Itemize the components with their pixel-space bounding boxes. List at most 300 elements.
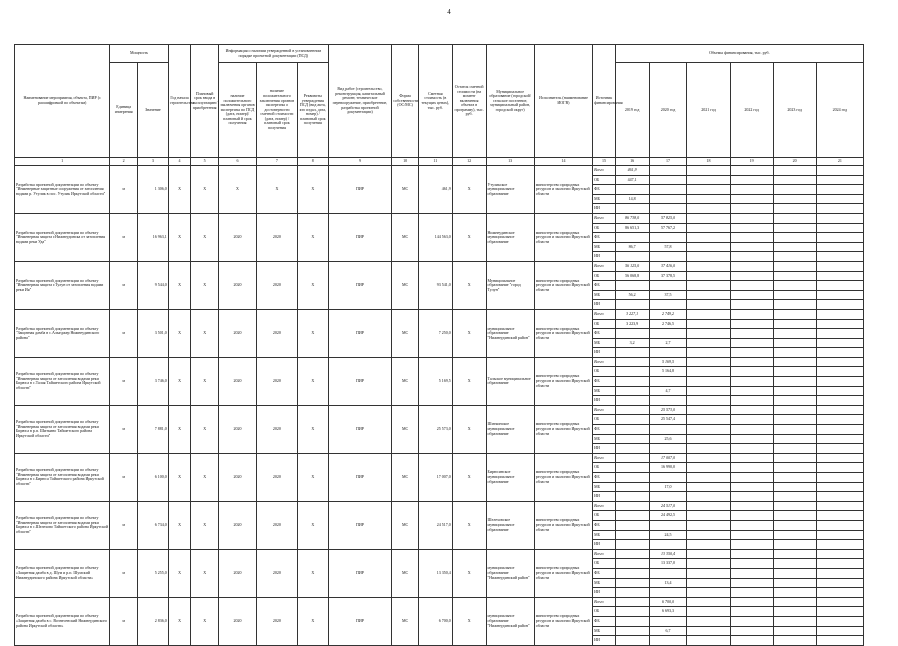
column-number: 17 [649,158,687,166]
financing-empty [687,530,730,540]
financing-empty [816,540,863,550]
funding-source-label: Всего [593,501,616,511]
financing-empty [816,367,863,377]
financing-empty [816,357,863,367]
financing-empty [773,242,816,252]
financing-y2020 [649,185,687,195]
financing-y2020 [649,540,687,550]
financing-empty [773,415,816,425]
financing-empty [773,636,816,646]
column-number: 15 [593,158,616,166]
financing-y2019 [615,233,649,243]
executor-cell: министерство природных ресурсов и экологии Иркутской области [534,309,592,357]
unit-cell: м [110,166,138,214]
financing-y2019 [615,434,649,444]
conclusion-cell: 2020 [218,501,256,549]
financing-y2019 [615,540,649,550]
municipality-cell: Утуликское муниципальное образование [486,166,534,214]
header-financing: Объемы финансирования, тыс. руб. [615,45,863,63]
year-start-cell: X [168,501,191,549]
financing-empty [730,530,773,540]
year-commission-cell: X [191,453,219,501]
financing-y2020 [649,252,687,262]
financing-empty [730,636,773,646]
header-year-2020: 2020 год [649,63,687,158]
municipality-cell: Тальское муниципальное образование [486,357,534,405]
financing-empty [730,588,773,598]
work-type-cell: ПИР [328,597,392,645]
financing-empty [816,434,863,444]
financing-empty [730,492,773,502]
financing-empty [773,233,816,243]
capacity-value: 2 836,0 [138,597,169,645]
financing-empty [816,607,863,617]
financing-y2020: 17,0 [649,482,687,492]
financing-empty [687,549,730,559]
executor-cell: министерство природных ресурсов и экологии Иркутской области [534,405,592,453]
financing-empty [730,309,773,319]
financing-empty [773,357,816,367]
funding-source-label: ОБ [593,319,616,329]
cost-conclusion-cell: 2020 [256,501,297,549]
financing-y2020 [649,425,687,435]
financing-empty [816,377,863,387]
financing-empty [687,540,730,550]
funding-source-label: ФБ [593,185,616,195]
financing-empty [730,242,773,252]
financing-empty [730,261,773,271]
funding-source-label: ИИ [593,588,616,598]
financing-empty [687,444,730,454]
column-numbers-row [15,158,864,166]
funding-source-label: ИИ [593,492,616,502]
estimated-cost-cell: 7 250,0 [418,309,452,357]
financing-empty [816,396,863,406]
financing-y2019 [615,185,649,195]
capacity-value: 1 306,0 [138,166,169,214]
financing-empty [730,578,773,588]
financing-empty [773,405,816,415]
financing-empty [773,626,816,636]
unit-cell: м [110,309,138,357]
funding-source-label: ОБ [593,463,616,473]
financing-empty [773,271,816,281]
work-type-cell: ПИР [328,549,392,597]
financing-y2020 [649,396,687,406]
financing-empty [816,626,863,636]
financing-y2020: 17 007,0 [649,453,687,463]
financing-y2019 [615,386,649,396]
financing-empty [773,348,816,358]
approval-cell: X [297,261,328,309]
table-body [15,166,864,646]
financing-empty [773,520,816,530]
funding-source-label: Всего [593,166,616,176]
financing-y2019 [615,607,649,617]
financing-empty [730,300,773,310]
financing-y2019 [615,626,649,636]
financing-empty [687,290,730,300]
funding-source-label: ИИ [593,348,616,358]
funding-source-label: МБ [593,626,616,636]
header-positive-conclusion: наличие положительного заключения органов экспертизы по ПСД (дата, номер)/плановый й срок получения [218,63,256,158]
financing-empty [687,386,730,396]
funding-source-label: Всего [593,597,616,607]
conclusion-cell: 2020 [218,549,256,597]
financing-empty [730,482,773,492]
funding-source-label: ОБ [593,607,616,617]
financing-empty [816,511,863,521]
table-row [15,501,864,511]
year-start-cell: X [168,357,191,405]
funding-source-label: МБ [593,482,616,492]
financing-empty [773,261,816,271]
executor-cell: министерство природных ресурсов и экологии Иркутской области [534,453,592,501]
financing-empty [773,377,816,387]
funding-source-label: ИИ [593,540,616,550]
financing-empty [730,271,773,281]
object-name: Разработка проектной документации по объекту "Инженерная защита от затопления водами реки Бирюса в с.Талая Тайшетского района Иркутской области" [15,357,110,405]
municipality-cell: Шиткинское муниципальное образование [486,405,534,453]
capacity-value: 3 746,0 [138,357,169,405]
financing-empty [687,223,730,233]
funding-source-label: МБ [593,386,616,396]
financing-empty [816,271,863,281]
funding-source-label: МБ [593,194,616,204]
financing-empty [730,501,773,511]
remaining-cost-cell: X [452,213,486,261]
financing-empty [816,290,863,300]
financing-empty [687,252,730,262]
financing-empty [816,242,863,252]
estimated-cost-cell: 13 350,4 [418,549,452,597]
conclusion-cell: 2020 [218,453,256,501]
work-type-cell: ПИР [328,309,392,357]
financing-empty [730,425,773,435]
column-number: 16 [615,158,649,166]
funding-source-label: Всего [593,261,616,271]
financing-y2020 [649,194,687,204]
table-row [15,213,864,223]
financing-y2019 [615,473,649,483]
financing-empty [687,233,730,243]
funding-source-label: ИИ [593,396,616,406]
table-row [15,166,864,176]
header-cost-conclusion: наличие положительного заключения органов экспертизы о достоверности сметной стоимости (дата, номер) / плановый срок получения [256,63,297,158]
financing-empty [773,396,816,406]
ownership-cell: МС [392,261,419,309]
financing-y2019 [615,616,649,626]
financing-y2020 [649,492,687,502]
approval-cell: X [297,166,328,214]
executor-cell: министерство природных ресурсов и экологии Иркутской области [534,549,592,597]
financing-empty [816,319,863,329]
work-type-cell: ПИР [328,166,392,214]
financing-empty [687,568,730,578]
municipality-cell: Муниципальное образование "город Тулун" [486,261,534,309]
work-type-cell: ПИР [328,213,392,261]
executor-cell: министерство природных ресурсов и экологии Иркутской области [534,213,592,261]
financing-empty [687,213,730,223]
remaining-cost-cell: X [452,501,486,549]
financing-empty [816,482,863,492]
financing-empty [687,348,730,358]
financing-y2019: 56,2 [615,290,649,300]
financing-empty [730,559,773,569]
financing-empty [730,434,773,444]
financing-empty [687,607,730,617]
ownership-cell: МС [392,405,419,453]
financing-empty [773,425,816,435]
year-start-cell: X [168,261,191,309]
funding-source-label: Всего [593,405,616,415]
financing-y2020 [649,444,687,454]
financing-empty [687,242,730,252]
financing-empty [816,223,863,233]
funding-source-label: Всего [593,357,616,367]
column-number: 3 [138,158,169,166]
financing-empty [730,626,773,636]
table-row [15,597,864,607]
estimated-cost-cell: 144 563,0 [418,213,452,261]
funding-source-label: ФБ [593,329,616,339]
financing-empty [687,261,730,271]
financing-y2019 [615,530,649,540]
financing-y2019 [615,568,649,578]
financing-y2019 [615,300,649,310]
financing-empty [687,616,730,626]
work-type-cell: ПИР [328,453,392,501]
column-number: 13 [486,158,534,166]
financing-empty [773,597,816,607]
column-number: 8 [297,158,328,166]
financing-empty [816,463,863,473]
ownership-cell: МС [392,549,419,597]
funding-source-label: Всего [593,213,616,223]
capacity-value: 3 501,0 [138,309,169,357]
funding-source-label: ОБ [593,223,616,233]
conclusion-cell: 2020 [218,597,256,645]
header-funding-source: Источник финансирования [593,45,616,158]
financing-y2020 [649,300,687,310]
financing-y2020: 2,7 [649,338,687,348]
financing-empty [816,252,863,262]
column-number: 9 [328,158,392,166]
financing-empty [687,578,730,588]
financing-y2020: 16 990,0 [649,463,687,473]
financing-empty [730,213,773,223]
municipality-cell: муниципальное образование "Нижнеудинский район" [486,597,534,645]
object-name: Разработка проектной документации по объекту «Защитная дамба в с. Вознесенский Нижнеудинского района Иркутской области» [15,597,110,645]
funding-source-label: ОБ [593,175,616,185]
financing-empty [730,204,773,214]
financing-empty [773,252,816,262]
financing-empty [687,453,730,463]
financing-y2020: 5 169,5 [649,357,687,367]
header-year-2021: 2021 год [687,63,730,158]
municipality-cell: муниципальное образование "Нижнеудинский район" [486,549,534,597]
year-commission-cell: X [191,213,219,261]
remaining-cost-cell: X [452,357,486,405]
conclusion-cell: 2020 [218,357,256,405]
financing-empty [687,194,730,204]
financing-empty [773,204,816,214]
column-number: 11 [418,158,452,166]
financing-empty [687,588,730,598]
remaining-cost-cell: X [452,549,486,597]
financing-empty [773,338,816,348]
header-ownership: Форма собственности (ОС/МС) [392,45,419,158]
column-number: 20 [773,158,816,166]
financing-empty [730,175,773,185]
ownership-cell: МС [392,213,419,261]
header-remaining-cost: Остаток сметной стоимости (на момент включения объекта в программу), тыс. руб. [452,45,486,158]
financing-empty [816,616,863,626]
year-start-cell: X [168,453,191,501]
funding-source-label: ОБ [593,271,616,281]
financing-empty [816,559,863,569]
financing-empty [816,300,863,310]
executor-cell: министерство природных ресурсов и экологии Иркутской области [534,357,592,405]
year-start-cell: X [168,597,191,645]
financing-y2019 [615,549,649,559]
table-header [15,45,864,166]
funding-source-label: ФБ [593,377,616,387]
estimated-cost-cell: 461,9 [418,166,452,214]
financing-y2020 [649,348,687,358]
financing-empty [773,281,816,291]
financing-empty [816,204,863,214]
estimated-cost-cell: 6 700,0 [418,597,452,645]
financing-y2019 [615,204,649,214]
financing-empty [687,377,730,387]
funding-source-label: ОБ [593,511,616,521]
financing-empty [816,597,863,607]
funding-source-label: ИИ [593,636,616,646]
financing-empty [730,540,773,550]
financing-y2020: 4,7 [649,386,687,396]
financing-empty [816,520,863,530]
column-number: 12 [452,158,486,166]
financing-empty [773,290,816,300]
column-number: 21 [816,158,863,166]
table-row [15,405,864,415]
financing-y2019 [615,444,649,454]
approval-cell: X [297,213,328,261]
financing-empty [730,597,773,607]
financing-y2020: 13 350,4 [649,549,687,559]
financing-empty [730,252,773,262]
financing-empty [816,588,863,598]
financing-empty [730,377,773,387]
year-commission-cell: X [191,357,219,405]
municipality-cell: Нижнеудинское муниципальное образование [486,213,534,261]
financing-empty [687,492,730,502]
financing-y2020: 37 416,0 [649,261,687,271]
financing-empty [687,520,730,530]
financing-y2020: 24,5 [649,530,687,540]
year-commission-cell: X [191,309,219,357]
financing-y2019: 3 227,1 [615,309,649,319]
financing-empty [730,405,773,415]
page-number: 4 [447,8,451,16]
financing-empty [816,329,863,339]
funding-source-label: ИИ [593,444,616,454]
financing-y2019: 3 223,9 [615,319,649,329]
financing-empty [687,319,730,329]
financing-empty [816,281,863,291]
ownership-cell: МС [392,166,419,214]
funding-source-label: ОБ [593,415,616,425]
financing-empty [773,319,816,329]
financing-empty [816,415,863,425]
financing-empty [687,329,730,339]
financing-empty [773,492,816,502]
ownership-cell: МС [392,309,419,357]
column-number: 1 [15,158,110,166]
approval-cell: X [297,501,328,549]
approval-cell: X [297,453,328,501]
cost-conclusion-cell: 2020 [256,405,297,453]
remaining-cost-cell: X [452,309,486,357]
financing-empty [773,588,816,598]
financing-empty [730,281,773,291]
financing-empty [773,568,816,578]
funding-source-label: Всего [593,309,616,319]
financing-empty [816,213,863,223]
funding-source-label: ФБ [593,425,616,435]
financing-empty [687,405,730,415]
financing-y2020: 25 573,0 [649,405,687,415]
unit-cell: м [110,213,138,261]
executor-cell: министерство природных ресурсов и экологии Иркутской области [534,166,592,214]
funding-source-label: Всего [593,549,616,559]
year-commission-cell: X [191,549,219,597]
financing-y2019: 86 738,0 [615,213,649,223]
financing-y2019 [615,357,649,367]
year-start-cell: X [168,405,191,453]
financing-empty [687,338,730,348]
conclusion-cell: 2020 [218,309,256,357]
conclusion-cell: 2020 [218,261,256,309]
financing-empty [687,185,730,195]
financing-y2020: 57 767,2 [649,223,687,233]
financing-empty [730,386,773,396]
header-capacity: Мощность [110,45,168,63]
funding-source-label: МБ [593,434,616,444]
cost-conclusion-cell: 2020 [256,597,297,645]
header-executor: Исполнитель (наименование ИОГВ) [534,45,592,158]
financing-empty [730,367,773,377]
financing-empty [773,309,816,319]
financing-y2020 [649,175,687,185]
ownership-cell: МС [392,357,419,405]
executor-cell: министерство природных ресурсов и экологии Иркутской области [534,261,592,309]
financing-table [14,44,864,646]
financing-empty [730,607,773,617]
year-start-cell: X [168,213,191,261]
financing-y2020 [649,377,687,387]
financing-empty [816,425,863,435]
financing-empty [730,166,773,176]
conclusion-cell: X [218,166,256,214]
financing-y2019 [615,578,649,588]
financing-y2020 [649,568,687,578]
header-year-2022: 2022 год [730,63,773,158]
financing-empty [816,578,863,588]
unit-cell: м [110,453,138,501]
financing-empty [816,386,863,396]
